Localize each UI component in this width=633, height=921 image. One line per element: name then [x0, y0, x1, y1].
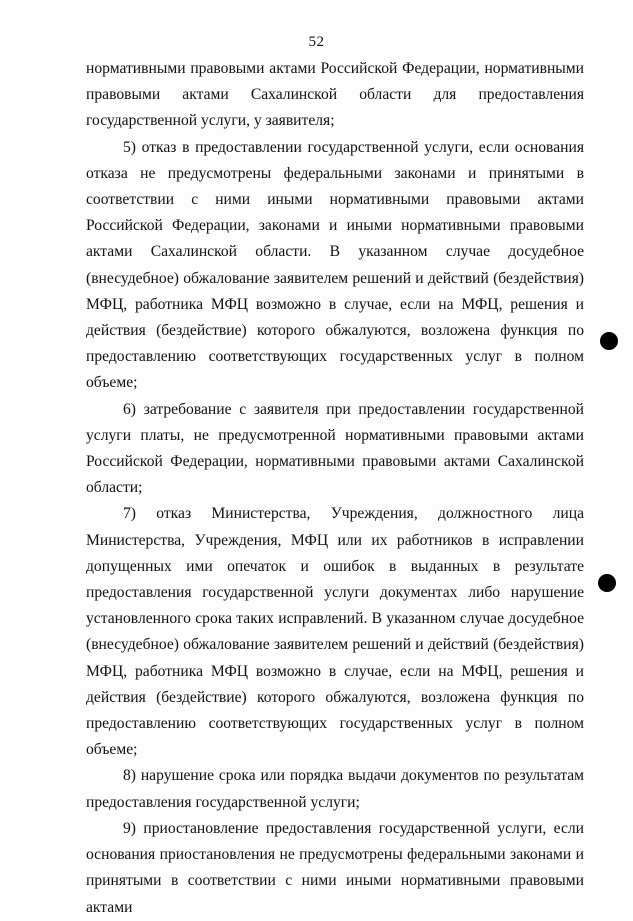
body-text: [86, 56, 584, 921]
punch-hole-mark: [598, 574, 616, 592]
page-number: 52: [308, 34, 325, 50]
paragraph-item-6: 6) затребование с заявителя при предоставлении государственной услуги платы, не предусмотренной нормативными правовыми актами Российской Федерации, нормативными правовыми актами Сахалинской области;: [86, 400, 584, 497]
punch-hole-mark: [600, 332, 618, 350]
paragraph-item-7: 7) отказ Министерства, Учреждения, должностного лица Министерства, Учреждения, МФЦ или их работников в исправлении допущенных ими опечаток и ошибок в выданных в результате предоставления государственной услуги документах либо нарушение установленного срока таких исправлений. В указанном случае досудебное (внесудебное) обжалование заявителем решений и действий (бездействия) МФЦ, работника МФЦ возможно в случае, если на МФЦ, решения и действия (бездействие) которого обжалуются, возложена функция по предоставлению соответствующих государственных услуг в полном объеме;: [86, 505, 584, 759]
paragraph-item-9: 9) приостановление предоставления государственной услуги, если основания приостановления не предусмотрены федеральными законами и принятыми в соответствии с ними иными нормативными правовыми актами: [86, 819, 584, 916]
paragraph-item-5: 5) отказ в предоставлении государственной услуги, если основания отказа не предусмотрены федеральными законами и принятыми в соответствии с ними иными нормативными правовыми актами Российской Федерации, законами и иными нормативными правовыми актами Сахалинской области. В указанном случае досудебное (внесудебное) обжалование заявителем решений и действий (бездействия) МФЦ, работника МФЦ возможно в случае, если на МФЦ, решения и действия (бездействие) которого обжалуются, возложена функция по предоставлению соответствующих государственных услуг в полном объеме;: [86, 138, 584, 392]
paragraph-item-8: 8) нарушение срока или порядка выдачи документов по результатам предоставления государственной услуги;: [86, 767, 584, 811]
paragraph-continuation: нормативными правовыми актами Российской Федерации, нормативными правовыми актами Сахалинской области для предоставления государственной услуги, у заявителя;: [86, 60, 584, 130]
